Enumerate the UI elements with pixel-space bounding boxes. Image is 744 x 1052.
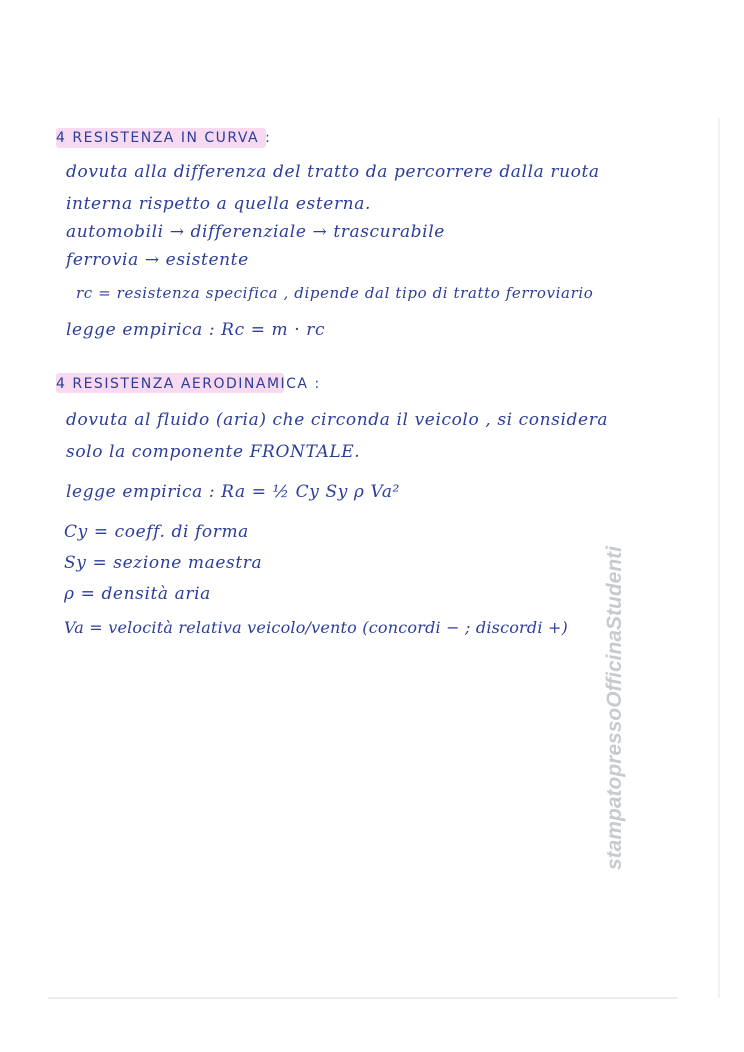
- note-line-curva-3: automobili → differenziale → trascurabile: [66, 222, 445, 242]
- heading-resistenza-curva: 4 RESISTENZA IN CURVA :: [56, 130, 272, 146]
- heading-resistenza-aerodinamica: 4 RESISTENZA AERODINAMICA :: [56, 376, 321, 392]
- note-line-curva-2: interna rispetto a quella esterna.: [66, 194, 371, 214]
- watermark-officina-studenti: stampatopressoOfficinaStudenti: [603, 545, 626, 870]
- note-densita-aria: ρ = densità aria: [64, 584, 211, 604]
- formula-rc: legge empirica : Rc = m · rc: [66, 320, 326, 340]
- scan-edge-bottom: [48, 997, 678, 999]
- note-line-curva-5: rc = resistenza specifica , dipende dal tipo di tratto ferroviario: [76, 284, 594, 302]
- note-velocita-relativa: Va = velocità relativa veicolo/vento (concordi − ; discordi +): [64, 618, 569, 637]
- note-coeff-forma: Cy = coeff. di forma: [64, 522, 249, 542]
- scan-edge-right: [718, 118, 720, 998]
- note-line-curva-1: dovuta alla differenza del tratto da percorrere dalla ruota: [66, 162, 600, 182]
- formula-ra: legge empirica : Ra = ½ Cy Sy ρ Va²: [66, 482, 400, 502]
- note-line-aero-2: solo la componente FRONTALE.: [66, 442, 361, 462]
- note-line-aero-1: dovuta al fluido (aria) che circonda il veicolo , si considera: [66, 410, 609, 430]
- note-sezione-maestra: Sy = sezione maestra: [64, 553, 263, 573]
- note-line-curva-4: ferrovia → esistente: [66, 250, 249, 270]
